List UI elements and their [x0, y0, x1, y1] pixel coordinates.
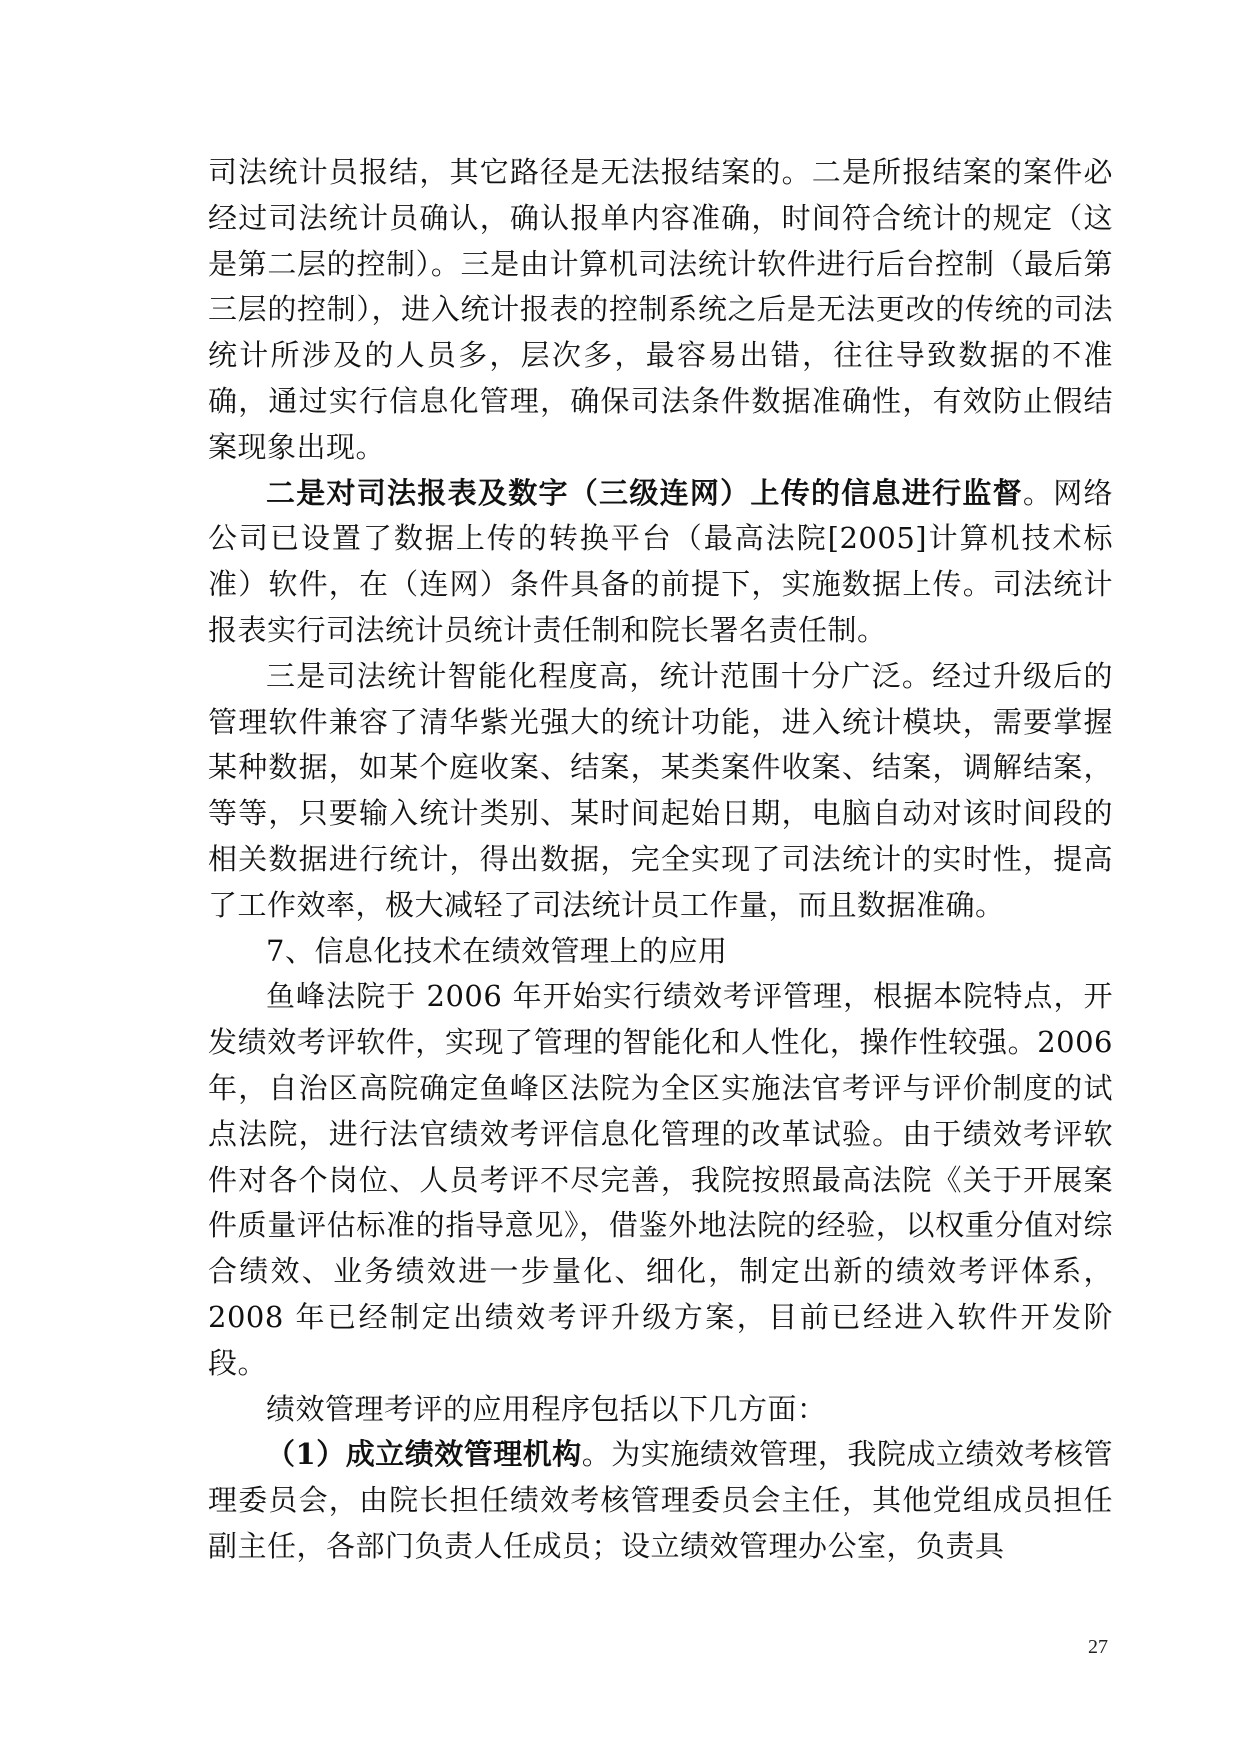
paragraph-statistics-control [208, 150, 1113, 471]
paragraph-heading-bold: 二是对司法报表及数字（三级连网）上传的信息进行监督 [266, 475, 1023, 510]
page-number: 27 [1088, 1636, 1108, 1658]
paragraph-management-body [208, 1432, 1113, 1569]
paragraph-text: 。网络公司已设置了数据上传的转换平台（最高法院[2005]计算机技术标准）软件，在（连网）条件具备的前提下，实施数据上传。司法统计报表实行司法统计员统计责任制和院长署名责任制。 [208, 475, 1113, 647]
paragraph-text: 鱼峰法院于 2006 年开始实行绩效考评管理，根据本院特点，开发绩效考评软件，实现了管理的智能化和人性化，操作性较强。2006 年，自治区高院确定鱼峰区法院为全区实施法官考评与评价制度的试点法院，进行法官绩效考评信息化管理的改革试验。由于绩效考评软件对各个岗位、人员考评不尽完善，我院按照最高法院《关于开展案件质量评估标准的指导意见》，借鉴外地法院的经验，以权重分值对综合绩效、业务绩效进一步量化、细化，制定出新的绩效考评体系，2008 年已经制定出绩效考评升级方案，目前已经进入软件开发阶段。 [208, 979, 1113, 1380]
section-heading [208, 929, 1113, 975]
section-heading-text: 7、信息化技术在绩效管理上的应用 [266, 933, 728, 968]
paragraph-report-upload [208, 471, 1113, 654]
paragraph-text: 。为实施绩效管理，我院成立绩效考核管理委员会，由院长担任绩效考核管理委员会主任，其他党组成员担任副主任，各部门负责人任成员；设立绩效管理办公室，负责具 [208, 1437, 1113, 1563]
paragraph-text: 司法统计员报结，其它路径是无法报结案的。二是所报结案的案件必经过司法统计员确认，确认报单内容准确，时间符合统计的规定（这是第二层的控制）。三是由计算机司法统计软件进行后台控制（最后第三层的控制），进入统计报表的控制系统之后是无法更改的传统的司法统计所涉及的人员多，层次多，最容易出错，往往导致数据的不准确，通过实行信息化管理，确保司法条件数据准确性，有效防止假结案现象出现。 [208, 155, 1113, 464]
paragraph-program-intro [208, 1387, 1113, 1433]
paragraph-intelligent-statistics [208, 654, 1113, 929]
paragraph-performance-management [208, 974, 1113, 1386]
paragraph-text: 绩效管理考评的应用程序包括以下几方面： [266, 1391, 827, 1426]
paragraph-text: 三是司法统计智能化程度高，统计范围十分广泛。经过升级后的管理软件兼容了清华紫光强大的统计功能，进入统计模块，需要掌握某种数据，如某个庭收案、结案，某类案件收案、结案，调解结案，等等，只要输入统计类别、某时间起始日期，电脑自动对该时间段的相关数据进行统计，得出数据，完全实现了司法统计的实时性，提高了工作效率，极大减轻了司法统计员工作量，而且数据准确。 [208, 658, 1113, 922]
paragraph-heading-bold: （1）成立绩效管理机构 [266, 1437, 582, 1472]
document-page [208, 150, 1113, 1570]
